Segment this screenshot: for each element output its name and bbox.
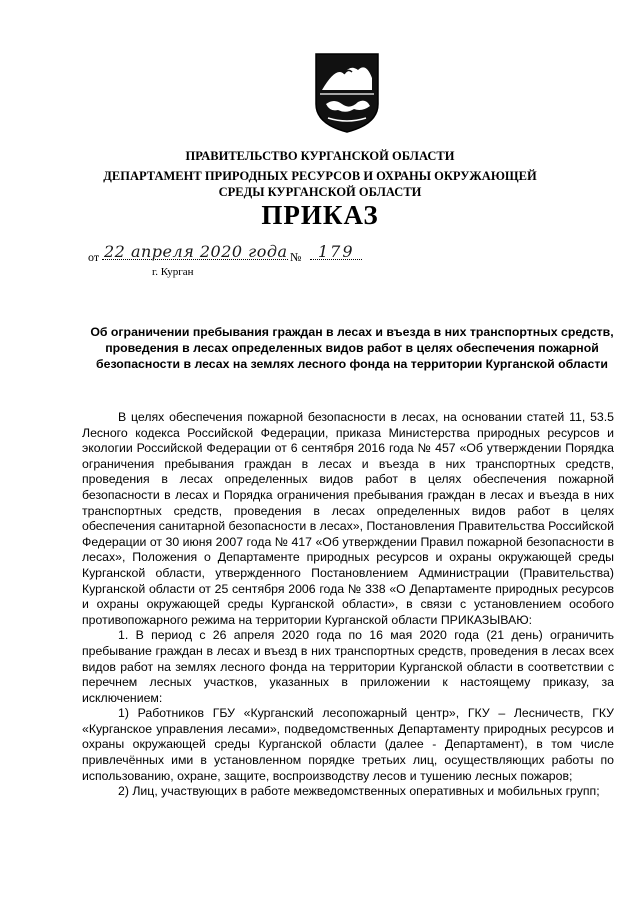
document-type-title: ПРИКАЗ (261, 200, 379, 230)
date-number-line (88, 244, 388, 278)
department-heading (0, 168, 640, 200)
subitem-1-paragraph: 1) Работников ГБУ «Курганский лесопожарный центр», ГКУ – Лесничеств, ГКУ «Курганское управления лесами», подведомственных Департаменту природных ресурсов и охраны окружающей среды Курганской области (далее - Департамент), в том числе привлечённых ими в установленном порядке третьих лиц, осуществляющих работы по использованию, охране, защите, воспроизводству лесов и тушению лесных пожаров; (82, 706, 614, 783)
government-heading: ПРАВИТЕЛЬСТВО КУРГАНСКОЙ ОБЛАСТИ (185, 149, 455, 163)
city-label: г. Курган (152, 266, 194, 278)
subitem-2-paragraph: 2) Лиц, участвующих в работе межведомственных оперативных и мобильных групп; (118, 784, 600, 799)
date-prefix: от (88, 250, 100, 264)
handwritten-number: 179 (318, 242, 355, 261)
document-body (82, 410, 614, 800)
department-heading-text: ДЕПАРТАМЕНТ ПРИРОДНЫХ РЕСУРСОВ И ОХРАНЫ ОКРУЖАЮЩЕЙ СРЕДЫ КУРГАНСКОЙ ОБЛАСТИ (103, 169, 537, 199)
number-label: № (290, 250, 302, 264)
order-subject: Об ограничении пребывания граждан в лесах и въезда в них транспортных средств, проведения в лесах определенных видов работ в целях обеспечения пожарной безопасности в лесах на землях лесного фонда на территории Курганской области (90, 325, 614, 371)
item-1-paragraph: 1. В период с 26 апреля 2020 года по 16 мая 2020 года (21 день) ограничить пребывание граждан в лесах и въезд в них транспортных средств, проведения в лесах всех видов работ на землях лесного фонда на территории Курганской области в соответствии с перечнем лесных участков, указанных в приложении к настоящему приказу, за исключением: (82, 628, 614, 705)
coat-of-arms-emblem (314, 52, 380, 134)
intro-paragraph: В целях обеспечения пожарной безопасности в лесах, на основании статей 11, 53.5 Лесного кодекса Российской Федерации, приказа Министерства природных ресурсов и экологии Российской Федерации от 6 сентября 2016 года № 457 «Об утверждении Порядка ограничения пребывания граждан в лесах и въезда в них транспортных средств, проведения в лесах определенных видов работ в целях обеспечения пожарной безопасности в лесах и Порядка ограничения пребывания граждан в лесах и въезда в них транспортных средств, проведения в лесах определенных видов работ в целях обеспечения санитарной безопасности в лесах», Постановления Правительства Российской Федерации от 30 июня 2007 года № 417 «Об утверждении Правил пожарной безопасности в лесах», Положения о Департаменте природных ресурсов и охраны окружающей среды Курганской области, утвержденного Постановлением Администрации (Правительства) Курганской области от 25 сентября 2006 года № 338 «О Департаменте природных ресурсов и охраны окружающей среды Курганской области», в связи с установлением особого противопожарного режима на территории Курганской области ПРИКАЗЫВАЮ: (82, 410, 615, 627)
handwritten-date: 22 апреля 2020 года (104, 242, 288, 261)
